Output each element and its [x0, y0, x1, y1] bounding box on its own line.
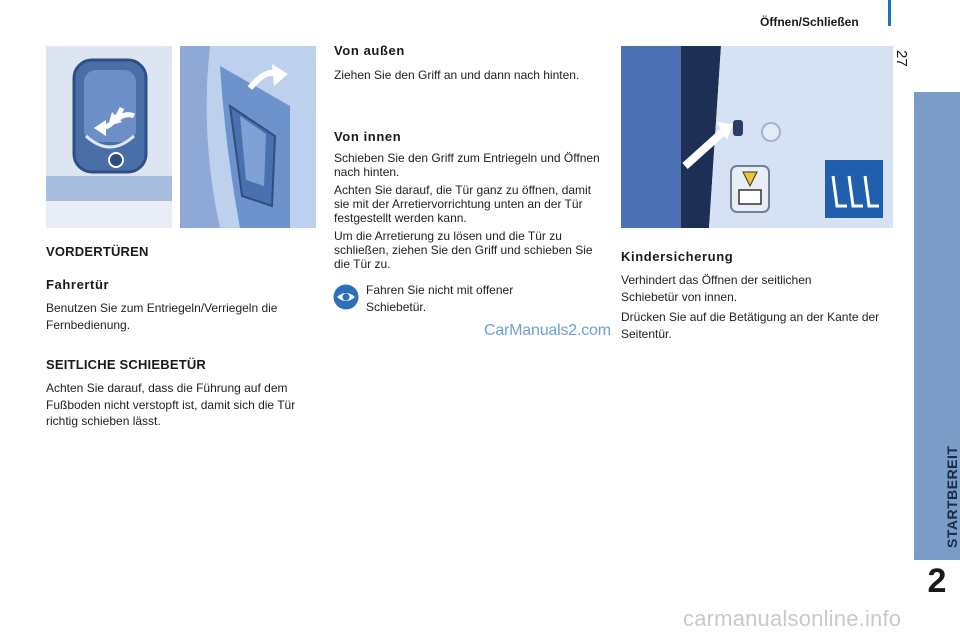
- sliding-door-heading: SEITLICHE SCHIEBETÜR: [46, 357, 207, 372]
- interior-handle-illustration: [180, 46, 316, 228]
- door-handle-drawing: [46, 46, 172, 228]
- child-lock-drawing: [621, 46, 893, 228]
- watermark-center: CarManuals2.com: [484, 322, 611, 339]
- eye-icon: [333, 284, 359, 310]
- child-lock-text-2: Drücken Sie auf die Betätigung an der Kante der Seitentür.: [621, 310, 880, 341]
- page-number: 27: [893, 50, 910, 67]
- door-handle-illustration: [46, 46, 172, 228]
- inside-text-2: Achten Sie darauf, die Tür ganz zu öffnen, damit sie mit der Arretiervorrichtung unten an der Tür festgestellt werden kann.: [334, 183, 592, 225]
- child-lock-illustration: [621, 46, 893, 228]
- inside-text-1: Schieben Sie den Griff zum Entriegeln und Öffnen nach hinten.: [334, 151, 600, 179]
- child-lock-text-1: Verhindert das Öffnen der seitlichen Schiebetür von innen.: [621, 273, 812, 304]
- header-divider: [888, 0, 891, 26]
- note-text: Fahren Sie nicht mit offener Schiebetür.: [366, 283, 514, 314]
- chapter-label: STARTBEREIT: [944, 445, 960, 548]
- inside-text-3: Um die Arretierung zu lösen und die Tür zu schließen, ziehen Sie den Griff und schieben Sie die Tür zu.: [334, 229, 593, 271]
- outside-text: Ziehen Sie den Griff an und dann nach hinten.: [334, 68, 580, 82]
- outside-heading: Von außen: [334, 43, 405, 58]
- sliding-door-text: Achten Sie darauf, dass die Führung auf dem Fußboden nicht verstopft ist, damit sich die Tür richtig schieben lässt.: [46, 381, 296, 428]
- chapter-number: 2: [927, 562, 947, 600]
- driver-door-heading: Fahrertür: [46, 277, 110, 292]
- interior-handle-drawing: [180, 46, 316, 228]
- child-lock-heading: Kindersicherung: [621, 249, 734, 264]
- front-doors-heading: VORDERTÜREN: [46, 244, 149, 259]
- watermark-bottom: carmanualsonline.info: [683, 606, 902, 631]
- inside-heading: Von innen: [334, 129, 402, 144]
- driver-door-text: Benutzen Sie zum Entriegeln/Verriegeln die Fernbedienung.: [46, 301, 278, 332]
- header-title: Öffnen/Schließen: [760, 15, 859, 29]
